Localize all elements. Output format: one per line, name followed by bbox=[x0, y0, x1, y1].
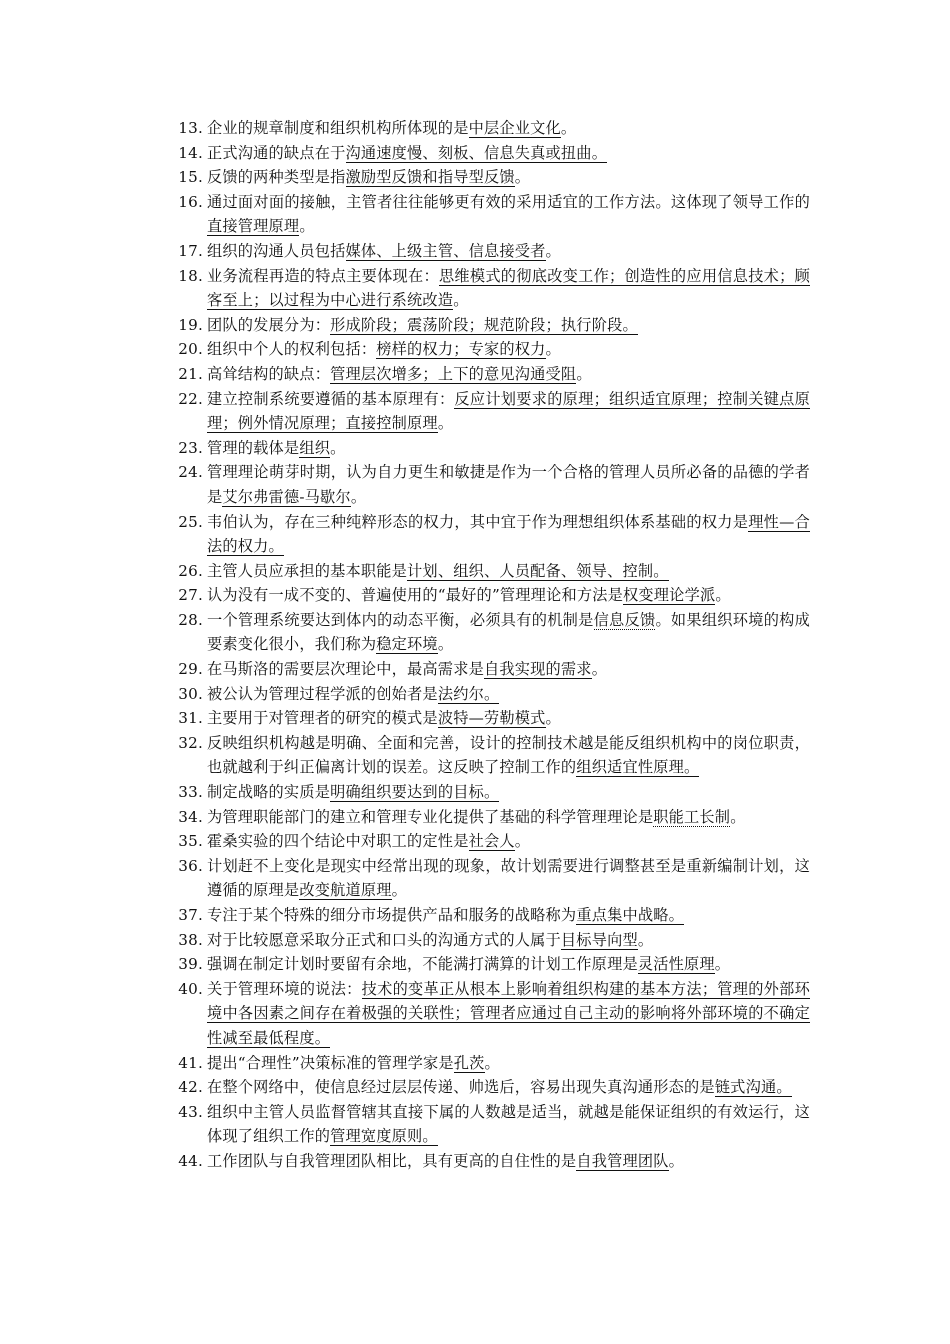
list-item bbox=[170, 337, 810, 362]
list-item bbox=[170, 706, 810, 731]
question-list bbox=[170, 116, 810, 1174]
question-text-tail: 。 bbox=[591, 660, 608, 679]
list-item bbox=[170, 165, 810, 190]
list-item bbox=[170, 1051, 810, 1076]
item-number: 32. bbox=[178, 733, 203, 752]
answer-text: 技术的变革正从根本上影响着组织构建的基本方法；管理的外部环境中各因素之间存在着极强的关联性；管理者应通过自己主动的影响将外部环境的不确定性减至最低程度。 bbox=[207, 979, 810, 1047]
question-text: 通过面对面的接触，主管者往往能够更有效的采用适宜的工作方法。这体现了领导工作的 bbox=[207, 192, 810, 211]
list-item bbox=[170, 903, 810, 928]
list-item bbox=[170, 829, 810, 854]
question-text: 对于比较愿意采取分正式和口头的沟通方式的人属于 bbox=[207, 930, 561, 949]
answer-text: 计划、组织、人员配备、领导、控制。 bbox=[407, 561, 669, 580]
question-text-tail: 。 bbox=[576, 364, 592, 383]
question-text: 霍桑实验的四个结论中对职工的定性是 bbox=[207, 832, 469, 851]
answer-text: 管理宽度原则。 bbox=[330, 1127, 438, 1146]
item-number: 36. bbox=[178, 856, 203, 875]
item-number: 28. bbox=[178, 610, 203, 629]
list-item bbox=[170, 682, 810, 707]
item-number: 44. bbox=[178, 1151, 203, 1170]
list-item bbox=[170, 362, 810, 387]
question-text-tail: 。 bbox=[637, 930, 654, 949]
question-text-tail: 。 bbox=[514, 168, 531, 187]
answer-text: 社会人 bbox=[468, 832, 515, 851]
item-number: 31. bbox=[178, 709, 203, 728]
question-text: 为管理职能部门的建立和管理专业化提供了基础的科学管理理论是 bbox=[207, 807, 654, 826]
item-number: 27. bbox=[178, 586, 203, 605]
question-text: 被公认为管理过程学派的创始者是 bbox=[207, 684, 438, 703]
list-item bbox=[170, 190, 810, 239]
list-item bbox=[170, 1075, 810, 1100]
question-text-tail: 。 bbox=[668, 1151, 685, 1170]
item-number: 24. bbox=[178, 463, 203, 482]
list-item bbox=[170, 657, 810, 682]
question-text-tail: 。 bbox=[299, 217, 315, 236]
answer-text: 波特—劳勒模式 bbox=[437, 709, 546, 728]
answer-text: 孔茨 bbox=[453, 1053, 485, 1072]
list-item bbox=[170, 313, 810, 338]
item-number: 37. bbox=[178, 906, 203, 924]
question-text: 组织的沟通人员包括 bbox=[207, 241, 346, 260]
answer-text: 沟通速度慢、刻板、信息失真或扭曲。 bbox=[345, 143, 608, 162]
answer-text: 反应计划要求的原理；组织适宜原理；控制关键点原理；例外情况原理；直接控制原理 bbox=[207, 389, 810, 433]
item-number: 16. bbox=[178, 192, 203, 211]
answer-text: 重点集中战略。 bbox=[576, 906, 685, 924]
item-number: 33. bbox=[178, 783, 203, 802]
question-text-tail: 。如果组织环境的构成要素变化很小，我们称为 bbox=[207, 610, 811, 654]
answer-text: 稳定环境 bbox=[376, 635, 438, 654]
item-number: 15. bbox=[178, 168, 203, 187]
answer-text: 榜样的权力；专家的权力 bbox=[376, 340, 546, 359]
item-number: 34. bbox=[178, 807, 203, 826]
list-item bbox=[170, 460, 810, 509]
answer-text: 自我实现的需求 bbox=[483, 660, 592, 679]
question-text-tail: 。 bbox=[350, 487, 367, 506]
question-text-tail: 。 bbox=[545, 241, 561, 260]
list-item bbox=[170, 559, 810, 584]
question-text: 一个管理系统要达到体内的动态平衡，必须具有的机制是 bbox=[207, 610, 594, 629]
item-number: 42. bbox=[178, 1078, 203, 1097]
list-item bbox=[170, 1149, 810, 1174]
item-number: 41. bbox=[178, 1053, 203, 1072]
list-item bbox=[170, 141, 810, 166]
question-text: 企业的规章制度和组织机构所体现的是 bbox=[207, 119, 469, 137]
question-text: 主管人员应承担的基本职能是 bbox=[207, 561, 408, 580]
list-item bbox=[170, 116, 810, 141]
question-text: 业务流程再造的特点主要体现在： bbox=[207, 266, 439, 285]
answer-text: 目标导向型 bbox=[560, 930, 638, 949]
answer-text: 理性—合法的权力。 bbox=[207, 512, 810, 556]
question-text-tail: 。 bbox=[730, 807, 746, 826]
list-item bbox=[170, 854, 810, 903]
item-number: 23. bbox=[178, 438, 203, 457]
item-number: 35. bbox=[178, 832, 203, 851]
question-text-tail: 。 bbox=[514, 832, 531, 851]
item-number: 20. bbox=[178, 340, 203, 359]
item-number: 13. bbox=[178, 119, 203, 137]
question-text: 管理的载体是 bbox=[207, 438, 300, 457]
answer-text: 中层企业文化 bbox=[468, 119, 561, 137]
answer-text: 管理层次增多；上下的意见沟通受阻 bbox=[330, 364, 577, 383]
item-number: 22. bbox=[178, 389, 203, 408]
question-text: 反映组织机构越是明确、全面和完善，设计的控制技术越是能反组织机构中的岗位职责，也就越利于纠正偏离计划的误差。这反映了控制工作的 bbox=[207, 733, 810, 777]
item-number: 29. bbox=[178, 660, 203, 679]
item-number: 17. bbox=[178, 241, 203, 260]
item-number: 14. bbox=[178, 143, 203, 162]
question-text-tail: 。 bbox=[714, 955, 731, 974]
list-item bbox=[170, 928, 810, 953]
question-text-tail: 。 bbox=[715, 586, 731, 605]
question-text: 计划赶不上变化是现实中经常出现的现象，故计划需要进行调整甚至是重新编制计划，这遵循的原理是 bbox=[207, 856, 810, 900]
question-text-tail: 。 bbox=[560, 119, 577, 137]
list-item bbox=[170, 436, 810, 461]
answer-text: 思维模式的彻底改变工作；创造性的应用信息技术；顾客至上；以过程为中心进行系统改造 bbox=[207, 266, 810, 310]
answer-text: 链式沟通。 bbox=[714, 1078, 792, 1097]
question-text-tail: 。 bbox=[437, 635, 454, 654]
item-number: 30. bbox=[178, 684, 203, 703]
question-text: 工作团队与自我管理团队相比，具有更高的自住性的是 bbox=[207, 1151, 577, 1170]
question-text: 团队的发展分为： bbox=[207, 315, 331, 334]
answer-text: 法约尔。 bbox=[437, 684, 500, 703]
list-item bbox=[170, 1100, 810, 1149]
question-text: 主要用于对管理者的研究的模式是 bbox=[207, 709, 438, 728]
question-text: 关于管理环境的说法： bbox=[207, 979, 362, 998]
list-item bbox=[170, 977, 810, 1051]
answer-text: 权变理论学派 bbox=[623, 586, 716, 605]
list-item bbox=[170, 387, 810, 436]
list-item bbox=[170, 731, 810, 780]
question-text-tail: 。 bbox=[391, 881, 408, 900]
answer-text: 组织 bbox=[299, 438, 331, 457]
answer-text: 组织适宜性原理。 bbox=[576, 758, 700, 777]
answer-text: 媒体、上级主管、信息接受者 bbox=[345, 241, 546, 260]
question-text-tail: 。 bbox=[545, 340, 561, 359]
item-number: 43. bbox=[178, 1102, 203, 1121]
answer-text: 职能工长制 bbox=[653, 807, 731, 826]
question-text: 组织中个人的权利包括： bbox=[207, 340, 377, 359]
list-item bbox=[170, 583, 810, 608]
list-item bbox=[170, 952, 810, 977]
question-text: 专注于某个特殊的细分市场提供产品和服务的战略称为 bbox=[207, 906, 577, 924]
question-text: 认为没有一成不变的、普遍使用的“最好的”管理理论和方法是 bbox=[207, 586, 624, 605]
answer-text: 自我管理团队 bbox=[576, 1151, 669, 1170]
question-text: 强调在制定计划时要留有余地，不能满打满算的计划工作原理是 bbox=[207, 955, 638, 974]
item-number: 19. bbox=[178, 315, 203, 334]
item-number: 38. bbox=[178, 930, 203, 949]
question-text: 建立控制系统要遵循的基本原理有： bbox=[207, 389, 455, 408]
item-number: 18. bbox=[178, 266, 203, 285]
question-text: 高耸结构的缺点： bbox=[207, 364, 331, 383]
question-text: 反馈的两种类型是指 bbox=[207, 168, 346, 187]
item-number: 21. bbox=[178, 364, 203, 383]
list-item bbox=[170, 780, 810, 805]
answer-text: 信息反馈 bbox=[593, 610, 656, 629]
question-text: 正式沟通的缺点在于 bbox=[207, 143, 346, 162]
answer-text: 激励型反馈和指导型反馈 bbox=[345, 168, 515, 187]
answer-text: 灵活性原理 bbox=[637, 955, 715, 974]
answer-text: 形成阶段；震荡阶段；规范阶段；执行阶段。 bbox=[330, 315, 638, 334]
answer-text: 直接管理原理 bbox=[207, 217, 300, 236]
item-number: 39. bbox=[178, 955, 203, 974]
question-text-tail: 。 bbox=[453, 291, 469, 310]
question-text: 管理理论萌芽时期，认为自力更生和敏捷是作为一个合格的管理人员所必备的品德的学者是 bbox=[207, 463, 810, 506]
question-text: 在整个网络中，使信息经过层层传递、帅选后，容易出现失真沟通形态的是 bbox=[207, 1078, 715, 1097]
question-text: 在马斯洛的需要层次理论中，最高需求是 bbox=[207, 660, 484, 679]
question-text-tail: 。 bbox=[484, 1053, 500, 1072]
list-item bbox=[170, 264, 810, 313]
question-text-tail: 。 bbox=[330, 438, 346, 457]
question-text: 提出“合理性”决策标准的管理学家是 bbox=[207, 1053, 454, 1072]
item-number: 25. bbox=[178, 512, 203, 531]
answer-text: 艾尔弗雷德-马歇尔 bbox=[222, 487, 351, 506]
item-number: 26. bbox=[178, 561, 203, 580]
question-text-tail: 。 bbox=[545, 709, 561, 728]
answer-text: 改变航道原理 bbox=[299, 881, 392, 900]
list-item bbox=[170, 510, 810, 559]
list-item bbox=[170, 239, 810, 264]
list-item bbox=[170, 608, 810, 657]
list-item bbox=[170, 805, 810, 830]
question-text-tail: 。 bbox=[437, 414, 454, 433]
question-text: 韦伯认为，存在三种纯粹形态的权力，其中宜于作为理想组织体系基础的权力是 bbox=[207, 512, 749, 531]
answer-text: 明确组织要达到的目标。 bbox=[330, 783, 500, 802]
question-text: 组织中主管人员监督管辖其直接下属的人数越是适当，就越是能保证组织的有效运行，这体现了组织工作的 bbox=[207, 1102, 810, 1146]
question-text: 制定战略的实质是 bbox=[207, 783, 331, 802]
item-number: 40. bbox=[178, 979, 203, 998]
